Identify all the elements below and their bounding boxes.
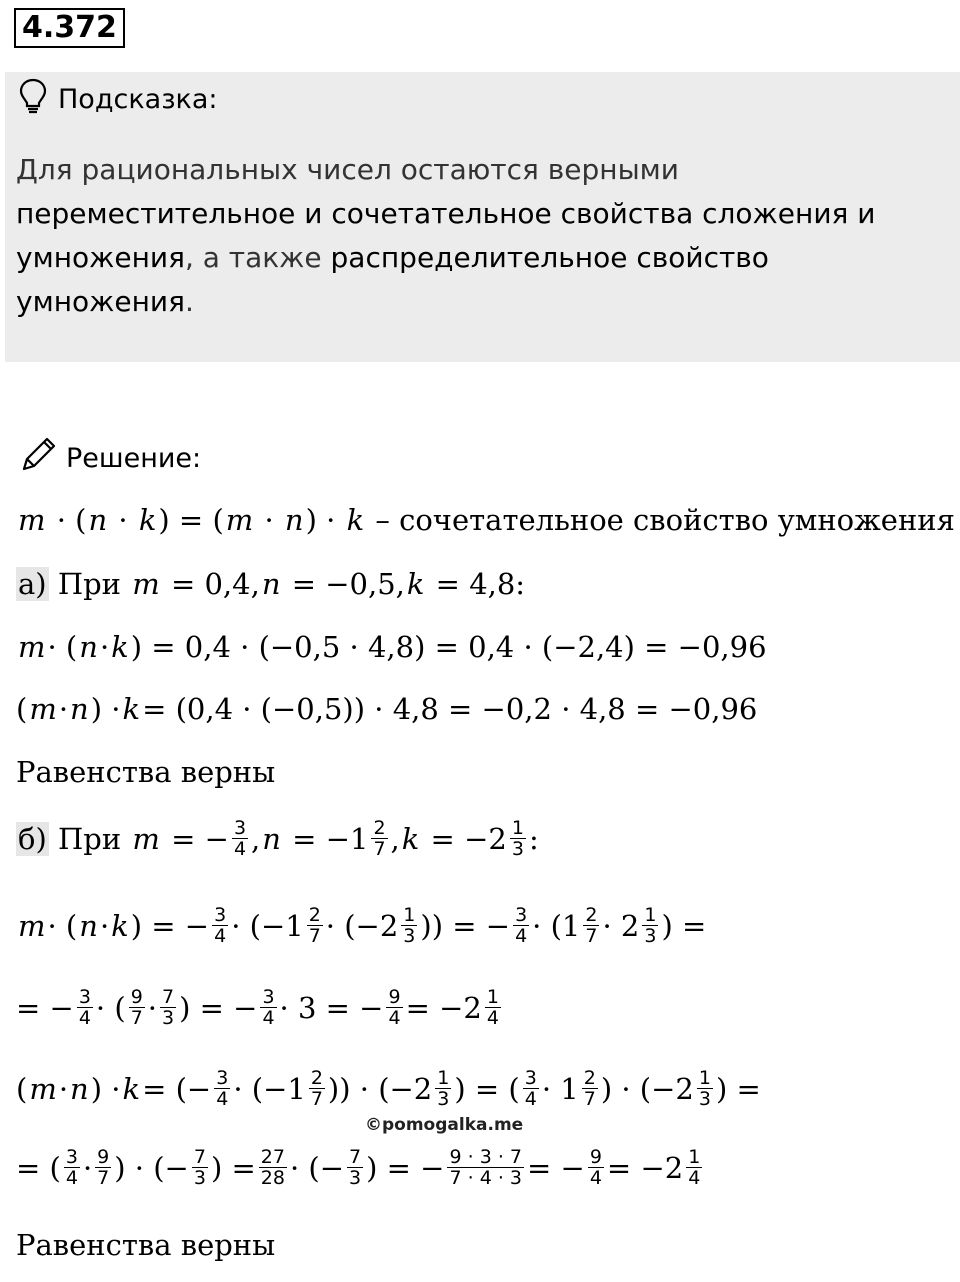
part-a-condition: а) При m = 0,4, n = −0,5, k = 4,8: [18,567,526,601]
part-b-equation-4: = ( $\frac{3}{4}$ · $\frac{9}{7}$ ) · (− $\frac{7}{3}$ ) = $\frac{27}{28}$ · (− $\frac{7}{3}$ ) = − $\frac{9 \cdot 3 \cdot 7}{7 \cdot 4 \cdot 3}$ = − $\frac{9}{4}$ = −2 $\frac{1}{4}$ [16,1146,701,1189]
part-b-equation-2: = − $\frac{3}{4}$ · ( $\frac{9}{7}$ · $\frac{7}{3}$ ) = − $\frac{3}{4}$ · 3 = − $\frac{9}{4}$ = −2 $\frac{1}{4}$ [16,986,499,1029]
part-a-verdict: Равенства верны [16,755,276,789]
hint-header [18,78,218,121]
part-b-label: б) [18,821,47,856]
task-number: 4.372 [14,8,125,48]
lightbulb-icon [18,78,48,121]
part-b-equation-1: m · ( n · k ) = − $\frac{3}{4}$ · (−1 $\frac{2}{7}$ · (−2 $\frac{1}{3}$ )) = − $\frac{3}{4}$ · (1 $\frac{2}{7}$ · 2 $\frac{1}{3}$ ) = [18,904,707,947]
property-line [16,503,955,537]
part-a-label: а) [18,567,47,601]
hint-text: Для рациональных чисел остаются верными переместительное и сочетательное свойства сложения и умножения, а также распределительное свойство умножения. [16,153,876,318]
property-text: – сочетательное свойство умножения [375,503,955,537]
part-a-equation-1: m · ( n · k ) = 0,4 · (−0,5 · 4,8) = 0,4 · (−2,4) = −0,96 [18,630,767,664]
part-a-equation-2: ( m · n ) · k = (0,4 · (−0,5)) · 4,8 = −0,2 · 4,8 = −0,96 [16,692,758,726]
property-formula: m · (n · k) = (m · n) · k [18,503,365,537]
pencil-icon [18,435,58,482]
hint-title: Подсказка: [58,84,218,115]
solution-title: Решение: [66,443,202,474]
part-b-equation-3: ( m · n ) · k = (− $\frac{3}{4}$ · (−1 $\frac{2}{7}$ )) · (−2 $\frac{1}{3}$ ) = ( $\frac{3}{4}$ · 1 $\frac{2}{7}$ ) · (−2 $\frac{1}{3}$ ) = [16,1067,761,1110]
solution-header [18,435,201,482]
part-b-verdict: Равенства верны [16,1228,276,1262]
watermark: ©pomogalka.me [365,1115,524,1135]
part-b-condition: б) При m = − $\frac{3}{4}$ , n = −1 $\frac{2}{7}$ , k = −2 $\frac{1}{3}$ : [18,817,539,860]
